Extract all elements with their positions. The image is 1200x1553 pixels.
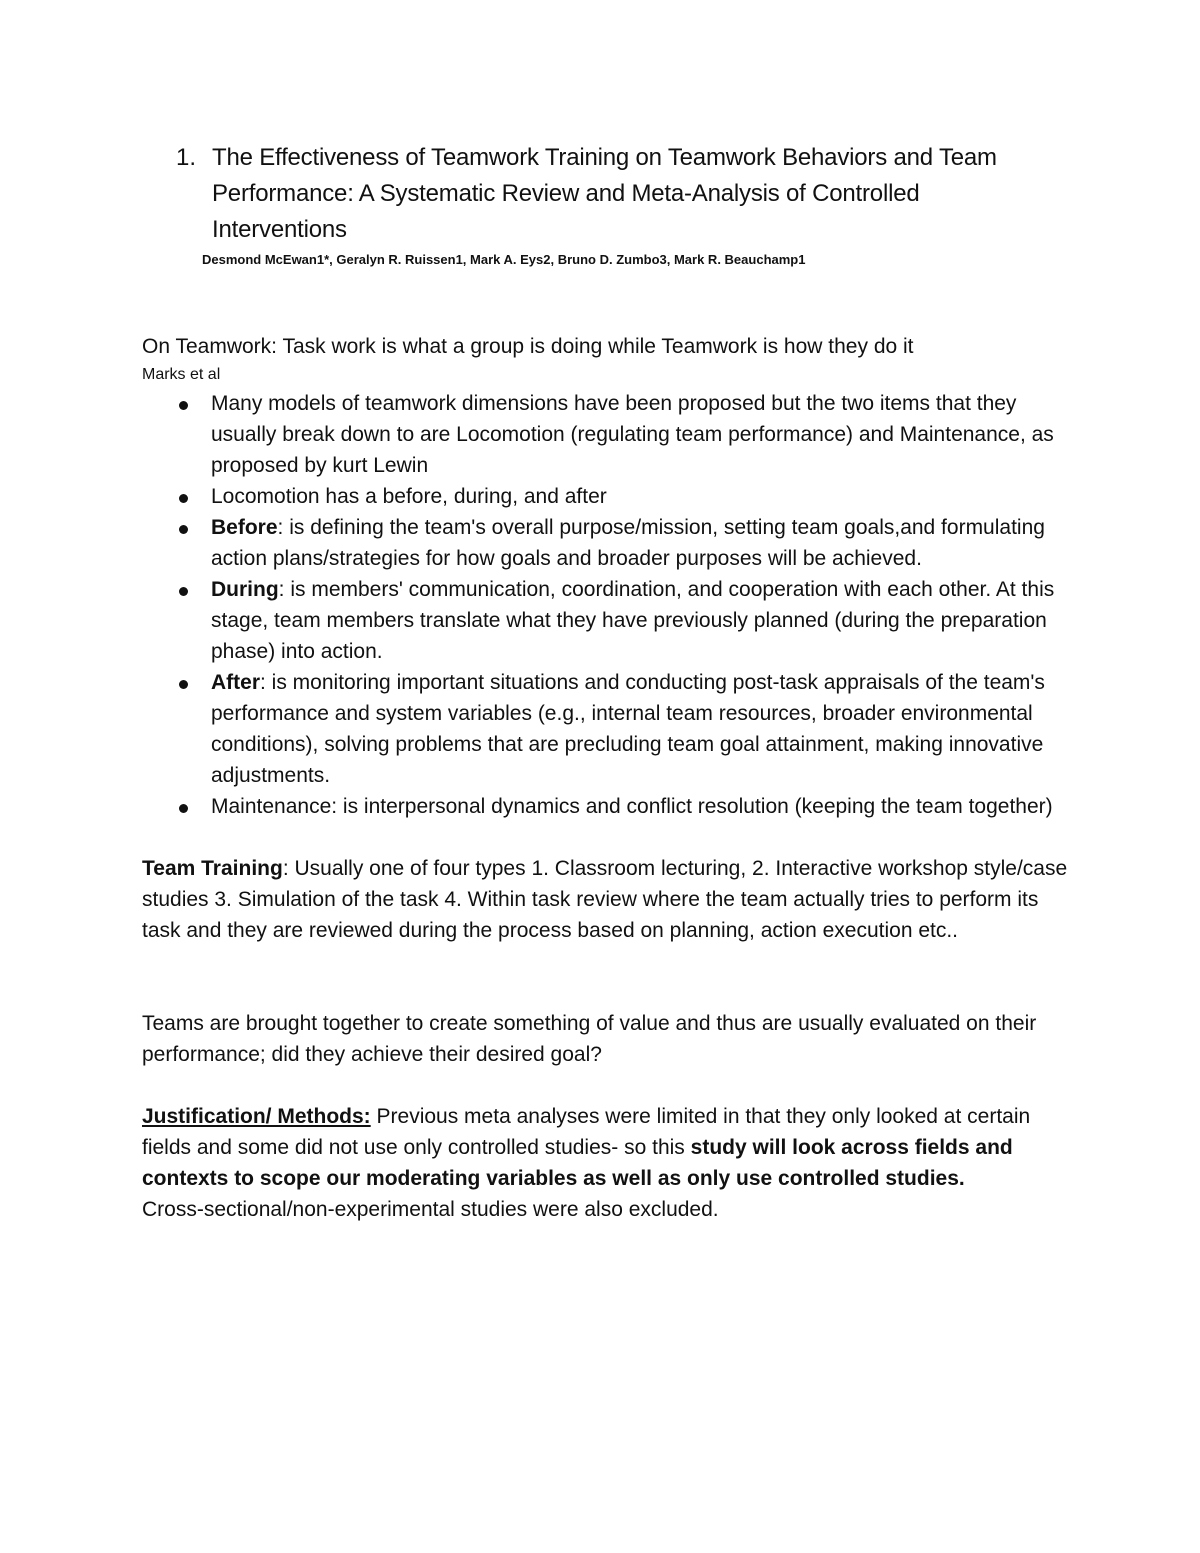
bullet-icon — [179, 494, 188, 503]
list-item — [211, 481, 1072, 512]
title-list-number: 1. — [176, 144, 197, 171]
paper-header — [176, 140, 1056, 271]
bullet-text: Many models of teamwork dimensions have been proposed but the two items that they usually break down to are Locomotion (regulating team performance) and Maintenance, as proposed by kurt Lewin — [211, 392, 1054, 477]
bullet-label: After — [211, 671, 261, 694]
teamwork-source: Marks et al — [142, 366, 221, 383]
list-item — [211, 388, 1072, 481]
spacer — [142, 822, 1072, 853]
justification-followup: Cross-sectional/non-experimental studies were also excluded. — [142, 1198, 719, 1221]
list-item — [211, 512, 1072, 574]
teams-paragraph: Teams are brought together to create something of value and thus are usually evaluated on their performance; did they achieve their desired goal? — [142, 1012, 1037, 1066]
justification-text: Previous meta analyses were limited in that they only looked at certain fields and some did not use only controlled studies- so this — [142, 1105, 1031, 1159]
bullet-icon — [179, 587, 188, 596]
paper-title-row — [176, 140, 1056, 248]
bullet-text: Locomotion has a before, during, and after — [211, 485, 607, 508]
bullet-text: : is defining the team's overall purpose/mission, setting team goals,and formulating action plans/strategies for how goals and broader purposes will be achieved. — [211, 516, 1045, 570]
spacer — [142, 946, 1072, 1008]
bullet-text: : is monitoring important situations and conducting post-task appraisals of the team's performance and system variables (e.g., internal team resources, broader environmental conditions), solving problems that are precluding team goal attainment, making innovative adjustments. — [211, 671, 1045, 787]
team-training-paragraph — [142, 853, 1072, 946]
bullet-text: : is members' communication, coordination, and cooperation with each other. At this stage, team members translate what they have previously planned (during the preparation phase) into action. — [211, 578, 1055, 663]
spacer — [142, 1070, 1072, 1101]
list-item — [211, 791, 1072, 822]
justification-paragraph — [142, 1101, 1072, 1194]
bullet-icon — [179, 680, 188, 689]
notes-body — [142, 331, 1072, 1225]
justification-emphasis: study will look across fields and contexts to scope our moderating variables as well as only use controlled studies. — [142, 1136, 1013, 1190]
bullet-icon — [179, 804, 188, 813]
teamwork-intro: On Teamwork: Task work is what a group is doing while Teamwork is how they do it — [142, 335, 914, 358]
team-training-text: : Usually one of four types 1. Classroom lecturing, 2. Interactive workshop style/case studies 3. Simulation of the task 4. Within task review where the team actually tries to perform its task and they are reviewed during the process based on planning, action execution etc.. — [142, 857, 1068, 942]
justification-label: Justification/ Methods: — [142, 1105, 371, 1128]
team-training-label: Team Training — [142, 857, 283, 880]
paper-title: The Effectiveness of Teamwork Training on Teamwork Behaviors and Team Performance: A Systematic Review and Meta-Analysis of Controlled Interventions — [212, 144, 997, 243]
bullet-text: Maintenance: is interpersonal dynamics and conflict resolution (keeping the team together) — [211, 795, 1053, 818]
bullet-label: During — [211, 578, 279, 601]
bullet-label: Before — [211, 516, 278, 539]
list-item — [211, 574, 1072, 667]
teamwork-bullet-list — [142, 388, 1072, 822]
list-item — [211, 667, 1072, 791]
bullet-icon — [179, 525, 188, 534]
bullet-icon — [179, 401, 188, 410]
paper-authors: Desmond McEwan1*, Geralyn R. Ruissen1, Mark A. Eys2, Bruno D. Zumbo3, Mark R. Beauchamp1 — [202, 252, 806, 267]
